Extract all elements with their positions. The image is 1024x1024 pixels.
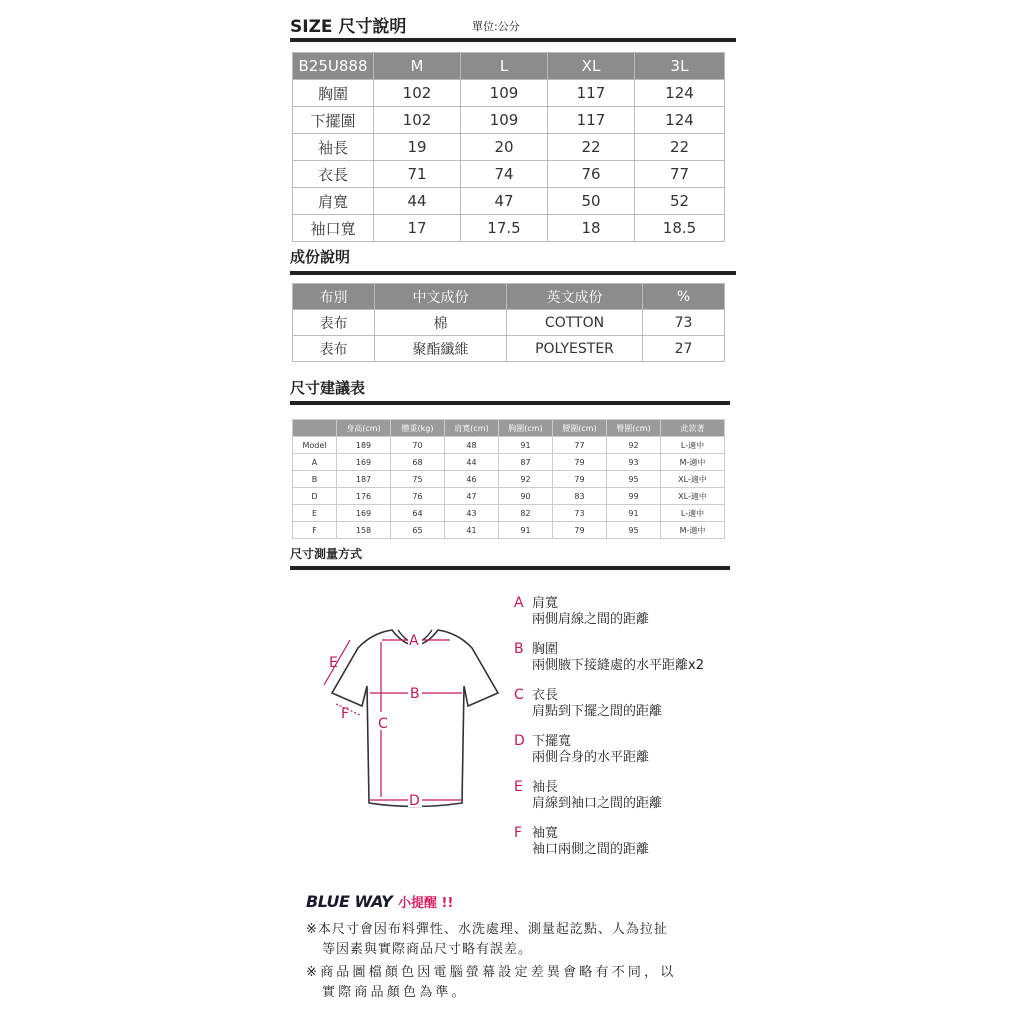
- note-1-line-2: 等因素與實際商品尺寸略有誤差。: [322, 942, 533, 957]
- recommendation-row: [293, 488, 725, 505]
- composition-cell: 表布: [293, 336, 375, 362]
- composition-table-body: [293, 310, 725, 362]
- dim-b-label: B: [410, 686, 420, 702]
- recommendation-cell: 47: [445, 488, 499, 505]
- recommendation-cell: XL-適中: [661, 471, 725, 488]
- recommendation-cell: 95: [607, 471, 661, 488]
- recommendation-cell: 82: [499, 505, 553, 522]
- recommendation-cell: 91: [607, 505, 661, 522]
- legend-desc: 肩線到袖口之間的距離: [532, 796, 663, 811]
- recommendation-cell: D: [293, 488, 337, 505]
- composition-cell: POLYESTER: [507, 336, 643, 362]
- recommendation-cell: M-適中: [661, 454, 725, 471]
- recommendation-header-cell: 腰圍(cm): [553, 420, 607, 437]
- size-header-cell: M: [374, 53, 461, 80]
- brand-logo: BLUE WAY: [306, 892, 393, 911]
- recommendation-cell: A: [293, 454, 337, 471]
- size-cell: 77: [635, 161, 725, 188]
- composition-cell: 27: [643, 336, 725, 362]
- recommendation-row: [293, 454, 725, 471]
- legend-desc: 肩點到下擺之間的距離: [532, 704, 663, 719]
- recommendation-cell: 91: [499, 522, 553, 539]
- size-cell: 19: [374, 134, 461, 161]
- size-cell: 124: [635, 107, 725, 134]
- composition-section-title: 成份說明: [290, 248, 351, 266]
- legend-name: 衣長: [532, 688, 559, 703]
- recommendation-row: [293, 471, 725, 488]
- size-header-cell: L: [461, 53, 548, 80]
- size-cell: 109: [461, 80, 548, 107]
- recommendation-cell: B: [293, 471, 337, 488]
- recommendation-cell: 43: [445, 505, 499, 522]
- size-cell: 117: [548, 80, 635, 107]
- legend-desc: 兩側肩線之間的距離: [532, 612, 650, 627]
- size-row: [293, 188, 725, 215]
- recommendation-cell: 93: [607, 454, 661, 471]
- size-cell: 18.5: [635, 215, 725, 242]
- size-cell: 74: [461, 161, 548, 188]
- recommendation-cell: Model: [293, 437, 337, 454]
- legend-name: 袖長: [532, 780, 559, 795]
- recommendation-cell: 77: [553, 437, 607, 454]
- size-table-header: [293, 53, 725, 80]
- size-cell: 50: [548, 188, 635, 215]
- recommendation-header-cell: 胸圍(cm): [499, 420, 553, 437]
- legend-item: [514, 638, 704, 674]
- size-cell: 47: [461, 188, 548, 215]
- size-table-body: [293, 80, 725, 242]
- size-cell: 22: [635, 134, 725, 161]
- size-header-cell: 3L: [635, 53, 725, 80]
- legend-letter: F: [514, 825, 523, 841]
- recommendation-section-rule: [290, 401, 730, 405]
- legend-name: 胸圍: [532, 642, 559, 657]
- recommendation-cell: 158: [337, 522, 391, 539]
- recommendation-cell: 41: [445, 522, 499, 539]
- size-cell: 肩寬: [293, 188, 374, 215]
- recommendation-cell: XL-適中: [661, 488, 725, 505]
- legend-letter: C: [514, 687, 524, 703]
- composition-section-rule: [290, 271, 736, 275]
- composition-row: [293, 310, 725, 336]
- size-row: [293, 107, 725, 134]
- size-section-rule: [290, 38, 736, 42]
- note-1-line-1: ※本尺寸會因布料彈性、水洗處理、測量起訖點、人為拉扯: [306, 922, 668, 937]
- recommendation-cell: 99: [607, 488, 661, 505]
- recommendation-table: [292, 419, 725, 539]
- recommendation-cell: 65: [391, 522, 445, 539]
- size-cell: 袖口寬: [293, 215, 374, 242]
- size-row: [293, 161, 725, 188]
- recommendation-cell: E: [293, 505, 337, 522]
- size-cell: 袖長: [293, 134, 374, 161]
- measure-legend: [514, 592, 704, 868]
- composition-header-cell: %: [643, 284, 725, 310]
- size-header-cell: B25U888: [293, 53, 374, 80]
- recommendation-header-cell: 身高(cm): [337, 420, 391, 437]
- size-cell: 44: [374, 188, 461, 215]
- size-cell: 102: [374, 107, 461, 134]
- composition-table: [292, 283, 725, 362]
- recommendation-cell: L-適中: [661, 437, 725, 454]
- composition-cell: 棉: [375, 310, 507, 336]
- recommendation-cell: 64: [391, 505, 445, 522]
- composition-cell: 73: [643, 310, 725, 336]
- composition-header-cell: 布別: [293, 284, 375, 310]
- recommendation-cell: 92: [607, 437, 661, 454]
- legend-desc: 兩側腋下接縫處的水平距離x2: [532, 658, 704, 673]
- recommendation-section-title: 尺寸建議表: [290, 379, 366, 397]
- size-cell: 71: [374, 161, 461, 188]
- recommendation-cell: 87: [499, 454, 553, 471]
- recommendation-cell: 169: [337, 454, 391, 471]
- legend-item: [514, 684, 704, 720]
- recommendation-cell: 44: [445, 454, 499, 471]
- dim-a-label: A: [409, 633, 419, 649]
- recommendation-cell: 48: [445, 437, 499, 454]
- recommendation-table-header: [293, 420, 725, 437]
- recommendation-cell: 75: [391, 471, 445, 488]
- size-cell: 52: [635, 188, 725, 215]
- size-row: [293, 134, 725, 161]
- unit-label: 單位:公分: [472, 20, 520, 33]
- dim-f-label: F: [341, 706, 350, 722]
- recommendation-cell: 73: [553, 505, 607, 522]
- size-cell: 102: [374, 80, 461, 107]
- legend-name: 袖寬: [532, 826, 559, 841]
- recommendation-header-cell: 臀圍(cm): [607, 420, 661, 437]
- legend-letter: D: [514, 733, 525, 749]
- size-cell: 22: [548, 134, 635, 161]
- size-cell: 124: [635, 80, 725, 107]
- composition-header-cell: 中文成份: [375, 284, 507, 310]
- dim-e-label: E: [329, 655, 338, 671]
- legend-letter: B: [514, 641, 524, 657]
- recommendation-cell: 176: [337, 488, 391, 505]
- legend-letter: E: [514, 779, 523, 795]
- measure-section-title: 尺寸測量方式: [290, 547, 363, 561]
- recommendation-cell: 83: [553, 488, 607, 505]
- reminder-label: 小提醒 !!: [398, 896, 454, 911]
- legend-name: 肩寬: [532, 596, 559, 611]
- recommendation-cell: 169: [337, 505, 391, 522]
- composition-header-cell: 英文成份: [507, 284, 643, 310]
- recommendation-cell: 76: [391, 488, 445, 505]
- legend-desc: 兩側合身的水平距離: [532, 750, 650, 765]
- size-cell: 胸圍: [293, 80, 374, 107]
- composition-table-header: [293, 284, 725, 310]
- size-cell: 17.5: [461, 215, 548, 242]
- recommendation-header-cell: 此款著: [661, 420, 725, 437]
- legend-desc: 袖口兩側之間的距離: [532, 842, 650, 857]
- recommendation-cell: 46: [445, 471, 499, 488]
- recommendation-row: [293, 505, 725, 522]
- recommendation-cell: 79: [553, 522, 607, 539]
- recommendation-cell: 90: [499, 488, 553, 505]
- recommendation-cell: 70: [391, 437, 445, 454]
- size-row: [293, 215, 725, 242]
- recommendation-cell: L-適中: [661, 505, 725, 522]
- composition-cell: COTTON: [507, 310, 643, 336]
- note-2-line-2: 實際商品顏色為準。: [322, 985, 468, 1000]
- legend-item: [514, 730, 704, 766]
- size-cell: 117: [548, 107, 635, 134]
- recommendation-cell: 68: [391, 454, 445, 471]
- recommendation-cell: 91: [499, 437, 553, 454]
- recommendation-cell: 92: [499, 471, 553, 488]
- note-2-line-1: ※商品圖檔顏色因電腦螢幕設定差異會略有不同，以: [306, 965, 677, 980]
- size-header-cell: XL: [548, 53, 635, 80]
- tshirt-outline: [332, 630, 498, 807]
- legend-item: [514, 822, 704, 858]
- tshirt-diagram: [310, 600, 510, 820]
- size-cell: 衣長: [293, 161, 374, 188]
- dim-c-label: C: [378, 716, 388, 732]
- size-cell: 76: [548, 161, 635, 188]
- composition-row: [293, 336, 725, 362]
- recommendation-cell: 187: [337, 471, 391, 488]
- dim-d-label: D: [409, 793, 420, 809]
- measure-section-rule: [290, 566, 730, 570]
- recommendation-header-cell: 體重(kg): [391, 420, 445, 437]
- size-cell: 17: [374, 215, 461, 242]
- legend-item: [514, 776, 704, 812]
- recommendation-cell: 189: [337, 437, 391, 454]
- recommendation-row: [293, 522, 725, 539]
- size-cell: 18: [548, 215, 635, 242]
- legend-item: [514, 592, 704, 628]
- recommendation-row: [293, 437, 725, 454]
- composition-cell: 表布: [293, 310, 375, 336]
- size-cell: 109: [461, 107, 548, 134]
- size-table: [292, 52, 725, 242]
- size-row: [293, 80, 725, 107]
- composition-cell: 聚酯纖維: [375, 336, 507, 362]
- size-section-title: SIZE 尺寸說明: [290, 17, 407, 37]
- legend-name: 下擺寬: [532, 734, 572, 749]
- recommendation-header-cell: 肩寬(cm): [445, 420, 499, 437]
- recommendation-table-body: [293, 437, 725, 539]
- size-cell: 20: [461, 134, 548, 161]
- recommendation-cell: M-適中: [661, 522, 725, 539]
- recommendation-cell: 95: [607, 522, 661, 539]
- legend-letter: A: [514, 595, 524, 611]
- recommendation-cell: F: [293, 522, 337, 539]
- recommendation-cell: 79: [553, 471, 607, 488]
- size-cell: 下擺圍: [293, 107, 374, 134]
- recommendation-cell: 79: [553, 454, 607, 471]
- recommendation-header-cell: [293, 420, 337, 437]
